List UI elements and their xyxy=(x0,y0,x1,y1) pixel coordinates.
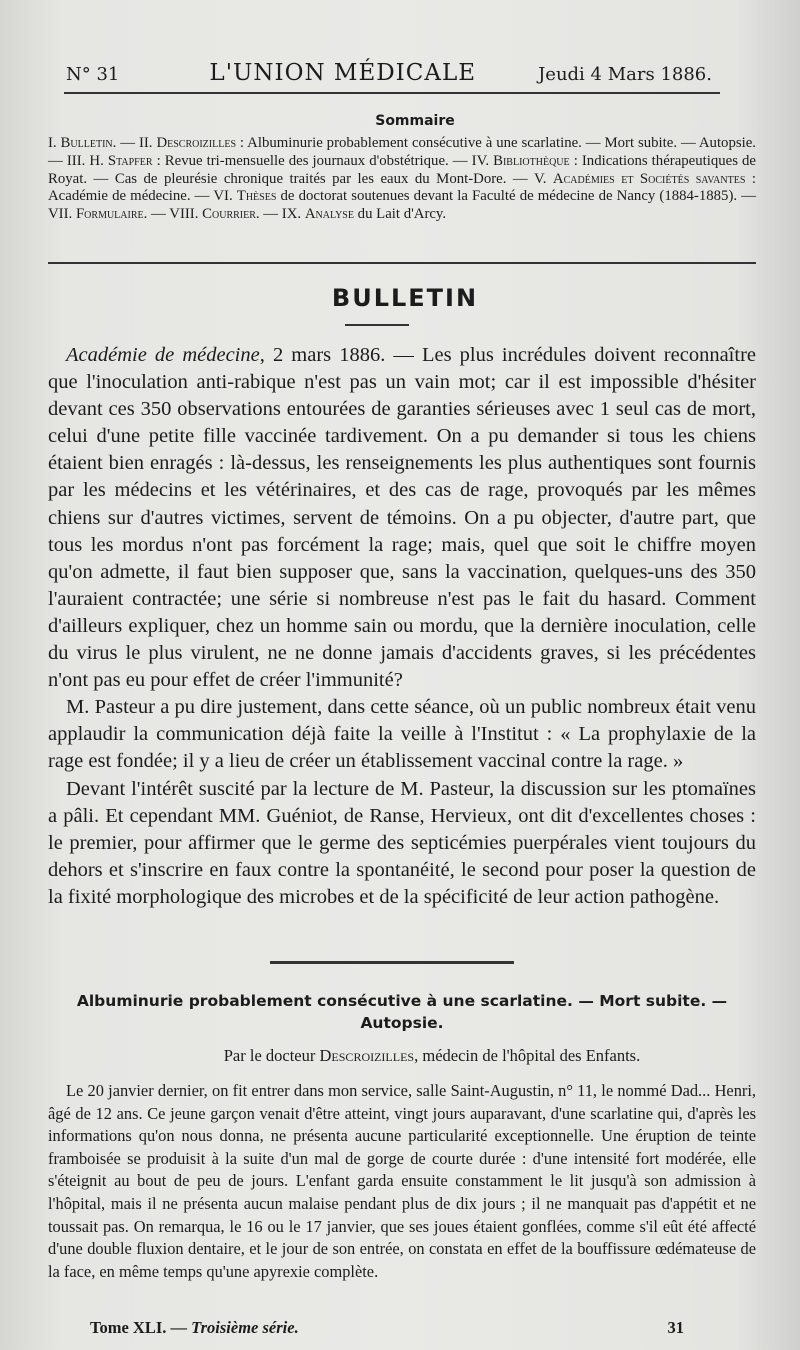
journal-title: L'UNION MÉDICALE xyxy=(209,60,477,86)
footer-serie: Troisième série. xyxy=(191,1318,299,1337)
bulletin-paragraph: Devant l'intérêt suscité par la lecture de M. Pasteur, la discussion sur les ptomaïnes a pâli. Et cependant MM. Guéniot, de Ranse, Hervieux, ont dit d'excellentes choses : le premier, pour affirmer que le germe des septicémies puerpérales vient toujours du dehors et s'inscrire en faux contre la spontanéité, le second pour poser la question de la fixité morphologique des microbes et de la spécificité de leur action pathogène. xyxy=(48,777,756,908)
bulletin-paragraph xyxy=(48,342,756,694)
bulletin-rule xyxy=(345,324,409,326)
sommaire-entry-name: Bulletin xyxy=(60,135,113,151)
sommaire-entry-name: Académies et Sociétés savantes xyxy=(552,170,746,187)
sommaire-rule xyxy=(48,262,756,264)
sommaire-entry: : Académie de médecine. — VI. xyxy=(48,170,757,205)
sommaire-entry: : Albuminurie probablement consécutive à une scarlatine. — Mort subite. — Autopsie. — III. H. xyxy=(48,135,756,169)
byline-prefix: Par le docteur xyxy=(223,1046,320,1065)
sommaire-entry: : Revue tri-mensuelle des journaux d'obstétrique. — IV. xyxy=(152,152,494,169)
sommaire-entry-name: Courrier xyxy=(202,206,256,223)
page-footer xyxy=(90,1318,684,1338)
article-byline xyxy=(48,1046,786,1066)
issue-number: N° 31 xyxy=(66,64,120,85)
sommaire-entry: du Lait d'Arcy. xyxy=(353,206,447,223)
sommaire-entry-name: Formulaire xyxy=(75,206,144,223)
sommaire-entry: . — II. xyxy=(112,135,157,151)
article-separator-rule xyxy=(270,961,514,964)
bulletin-paragraph: M. Pasteur a pu dire justement, dans cette séance, où un public nombreux était venu applaudir la communication déjà faite la veille à l'Institut : « La prophylaxie de la rage est fondée; il y a lieu de créer un établissement vaccinal contre la rage. » xyxy=(48,696,756,773)
sommaire-contents xyxy=(48,135,756,224)
bulletin-text: , 2 mars 1886. — Les plus incrédules doivent reconnaître que l'inoculation anti-rabique n'est pas un vain mot; car il est impossible d'hésiter devant ces 350 observations entourées de garanties sérieuses avec 1 seul cas de mort, celui d'une petite fille vaccinée tardivement. On a pu demander si tous les chiens étaient bien enragés : là-dessus, les renseignements les plus authentiques sont fournis par les médecins et les vétérinaires, et des cas de rage, provoqués par les mêmes chiens sur d'autres victimes, servent de témoins. On a pu objecter, d'autre part, que tous les mordus n'ont pas forcément la rage; mais, quel que soit le chiffre moyen qu'on admette, il faut bien supposer que, sans la vaccination, quelques-uns des 350 l'auraient contractée; une série si nombreuse n'est pas le fait du hasard. Comment d'ailleurs expliquer, chez un homme sain ou mordu, que la dernière inoculation, celle du virus le plus virulent, ne ne donne jamais d'accidents graves, si les précédentes n'ont pas eu pour effet de créer l'immunité? xyxy=(48,344,756,692)
sommaire-title: Sommaire xyxy=(375,113,455,129)
article-paragraph: Le 20 janvier dernier, on fit entrer dans mon service, salle Saint-Augustin, n° 11, le nommé Dad... Henri, âgé de 12 ans. Ce jeune garçon venait d'être atteint, vingt jours auparavant, d'une scarlatine qui, d'après les informations qu'on nous donna, ne présenta aucune particularité exceptionnelle. Une éruption de teinte framboisée se produisit à la suite d'un mal de gorge de courte durée : d'une intensité fort modérée, elle s'éteignit au bout de peu de jours. L'enfant garda ensuite constamment le lit jusqu'à son admission à l'hôpital, mais il ne présenta aucun malaise pendant plus de dix jours ; il ne manquait pas d'appétit et ne toussait pas. On remarqua, le 16 ou le 17 janvier, que ses joues étaient gonflées, comme s'il eût été affecté d'une double fluxion dentaire, et le jour de son entrée, on constata en effet de la bouffissure œdémateuse de la face, en même temps qu'une apyrexie complète. xyxy=(48,1081,756,1281)
sommaire-entry-name: Analyse xyxy=(304,206,354,223)
byline-author: Descroizilles xyxy=(319,1046,415,1065)
byline-suffix: , médecin de l'hôpital des Enfants. xyxy=(414,1046,641,1065)
article-body xyxy=(48,1080,756,1283)
sommaire-entry: . — VIII. xyxy=(143,206,203,223)
sommaire-entry: . — IX. xyxy=(255,206,305,223)
footer-tome: Tome XLI. — xyxy=(90,1318,192,1337)
sommaire-entry: I. xyxy=(48,135,61,151)
article-title: Albuminurie probablement consécutive à une scarlatine. — Mort subite. — Autopsie. xyxy=(76,992,728,1032)
running-head xyxy=(66,60,712,90)
issue-date: Jeudi 4 Mars 1886. xyxy=(538,64,712,85)
bulletin-body xyxy=(48,342,756,911)
sommaire-entry: de doctorat soutenues devant la Faculté de médecine de Nancy (1884-1885). — VII. xyxy=(48,188,757,223)
header-rule xyxy=(64,92,720,94)
bulletin-title: BULLETIN xyxy=(331,284,479,312)
sommaire-entry: : Indications thérapeutiques de Royat. — Cas de pleurésie chronique traités par les eaux du Mont-Dore. — V. xyxy=(48,152,756,187)
page-number: 31 xyxy=(667,1318,684,1337)
bulletin-lead: Académie de médecine xyxy=(66,344,260,366)
footer-volume xyxy=(90,1318,299,1338)
sommaire-entry-name: Bibliothèque xyxy=(493,152,570,169)
sommaire-entry-name: Descroizilles xyxy=(156,135,237,151)
sommaire-entry-name: Stapfer xyxy=(107,152,153,169)
sommaire-entry-name: Thèses xyxy=(236,188,277,205)
